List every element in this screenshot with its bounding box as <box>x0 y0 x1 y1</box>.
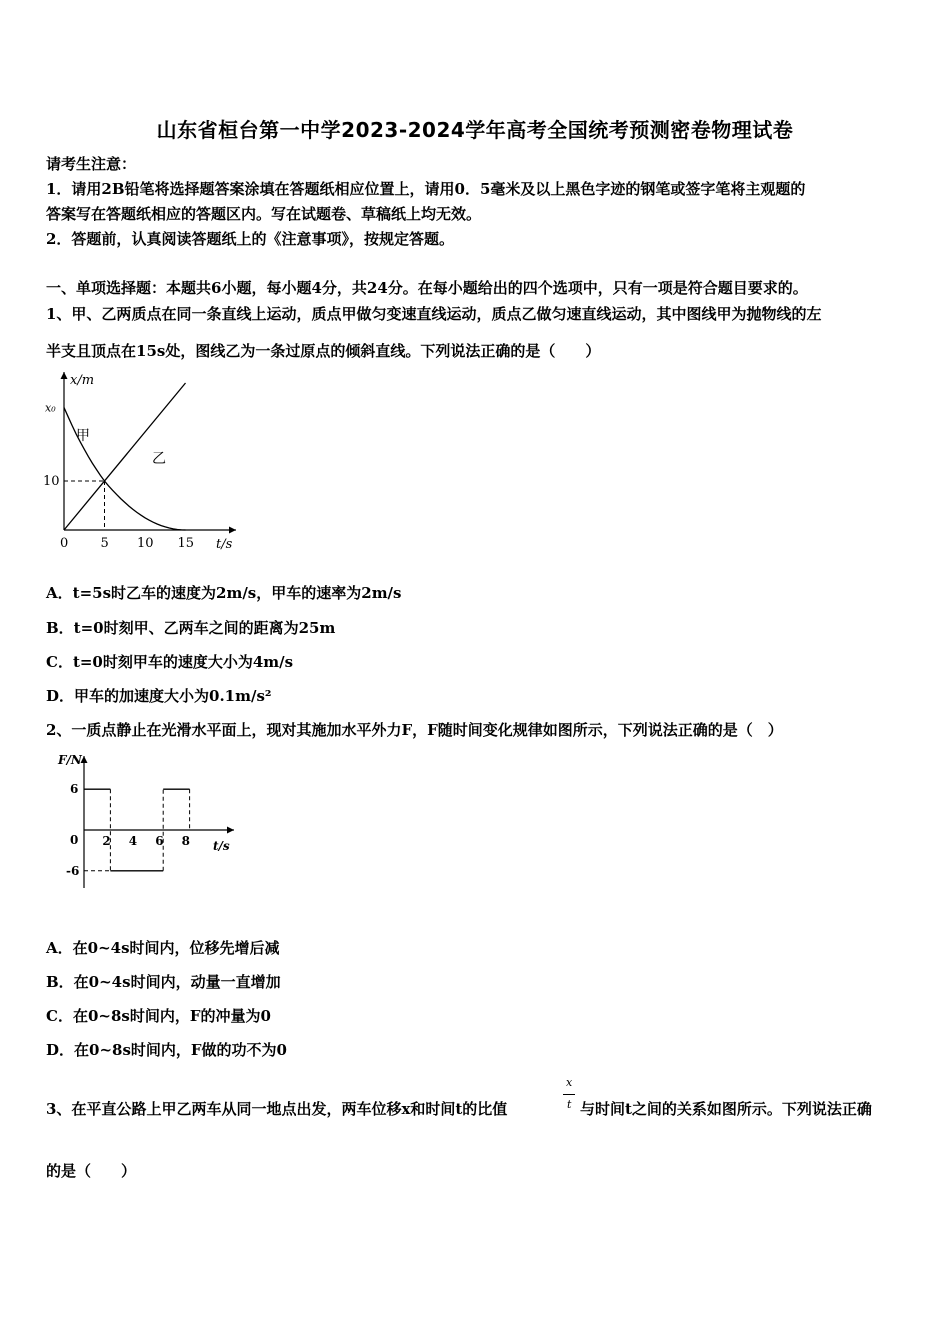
x-tick-label: 4 <box>128 834 138 848</box>
q2-option-c[interactable]: C．在0~8s时间内，F的冲量为0 <box>46 1007 271 1025</box>
notice-line-1b: 答案写在答题纸相应的答题区内。写在试题卷、草稿纸上均无效。 <box>46 205 482 223</box>
q3-stem-part-1: 3、在平直公路上甲乙两车从同一地点出发，两车位移x和时间t的比值 <box>46 1100 508 1118</box>
notice-line-1: 1．请用2B铅笔将选择题答案涂填在答题纸相应位置上，请用0．5毫米及以上黑色字迹的钢笔或签字笔将主观题的 <box>46 180 806 198</box>
x-tick-label: 2 <box>102 834 111 848</box>
x-tick-label: 0 <box>60 536 69 551</box>
q1-xt-graph <box>40 366 250 556</box>
x-tick-label: 15 <box>177 536 195 551</box>
series-jia-label: 甲 <box>76 428 90 444</box>
q2-option-d[interactable]: D．在0~8s时间内，F做的功不为0 <box>46 1041 287 1059</box>
q3-stem-part-2: 与时间t之间的关系如图所示。下列说法正确 <box>580 1100 872 1118</box>
q1-option-c[interactable]: C．t=0时刻甲车的速度大小为4m/s <box>46 653 294 671</box>
y-axis-label: x/m <box>70 373 95 388</box>
y-tick-label: x₀ <box>45 401 56 415</box>
page-title: 山东省桓台第一中学2023-2024学年高考全国统考预测密卷物理试卷 <box>156 118 794 142</box>
series-yi-label: 乙 <box>152 451 166 467</box>
q2-ft-graph <box>40 748 250 898</box>
x-tick-label: 8 <box>181 834 190 848</box>
y-tick-label: -6 <box>66 863 80 878</box>
q1-option-a[interactable]: A．t=5s时乙车的速度为2m/s，甲车的速率为2m/s <box>46 584 402 602</box>
q2-option-a[interactable]: A．在0~4s时间内，位移先增后减 <box>46 939 280 957</box>
x-axis-label: t/s <box>216 537 233 552</box>
q1-option-b[interactable]: B．t=0时刻甲、乙两车之间的距离为25m <box>46 619 336 637</box>
notice-line-2: 2．答题前，认真阅读答题纸上的《注意事项》，按规定答题。 <box>46 230 454 248</box>
y-tick-label: 10 <box>43 474 60 489</box>
q2-stem: 2、一质点静止在光滑水平面上，现对其施加水平外力F，F随时间变化规律如图所示，下列说法正确的是（ ） <box>46 721 783 739</box>
x-tick-label: 6 <box>155 834 164 848</box>
q2-option-b[interactable]: B．在0~4s时间内，动量一直增加 <box>46 973 281 991</box>
series-jia-curve <box>64 408 186 531</box>
x-tick-label: 10 <box>137 536 154 551</box>
q3-fraction-bar <box>563 1094 575 1095</box>
q3-stem-line-2: 的是（ ） <box>46 1162 137 1180</box>
q1-stem-line-1: 1、甲、乙两质点在同一条直线上运动，质点甲做匀变速直线运动，质点乙做匀速直线运动，其中图线甲为抛物线的左 <box>46 305 822 323</box>
y-tick-label: 6 <box>70 782 79 797</box>
notice-heading: 请考生注意： <box>46 155 137 173</box>
y-tick-label: 0 <box>70 833 79 847</box>
q1-stem-line-2: 半支且顶点在15s处，图线乙为一条过原点的倾斜直线。下列说法正确的是（ ） <box>46 342 601 360</box>
q3-fraction-numerator: x <box>566 1076 573 1089</box>
series-yi-line <box>64 383 186 530</box>
q1-option-d[interactable]: D．甲车的加速度大小为0.1m/s² <box>46 687 272 705</box>
section-heading: 一、单项选择题：本题共6小题，每小题4分，共24分。在每小题给出的四个选项中，只有一项是符合题目要求的。 <box>46 279 808 297</box>
y-axis-label: F/N <box>58 753 82 767</box>
x-tick-label: 5 <box>100 536 109 551</box>
q3-fraction-denominator: t <box>567 1098 572 1111</box>
x-axis-label: t/s <box>213 839 230 853</box>
